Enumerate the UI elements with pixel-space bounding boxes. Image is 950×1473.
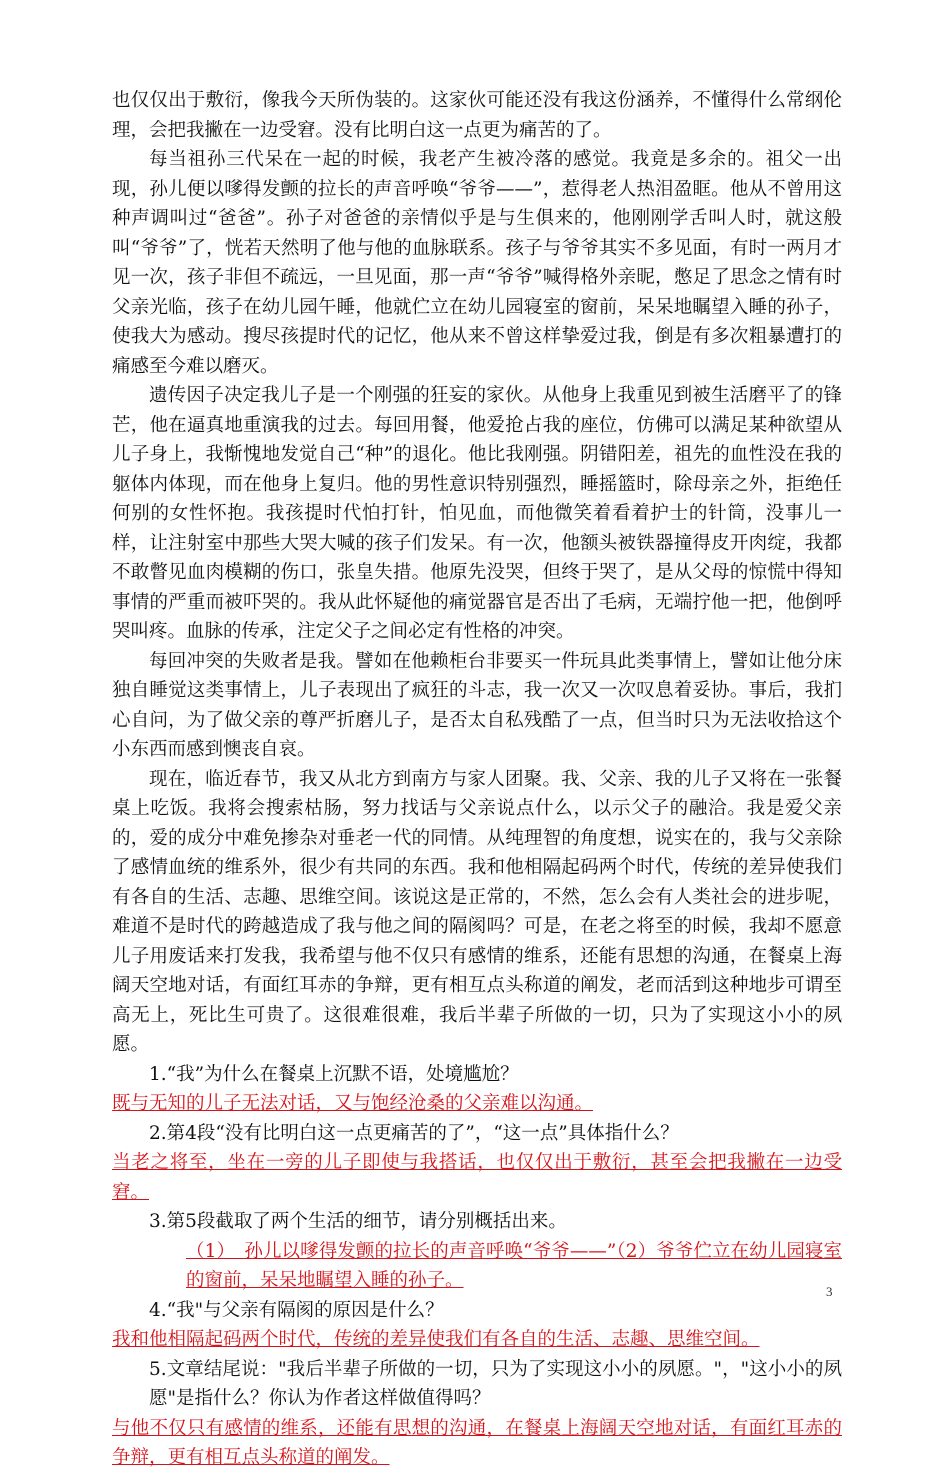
paragraph-3: 遗传因子决定我儿子是一个刚强的狂妄的家伙。从他身上我重见到被生活磨平了的锋芒，他在逼真地重演我的过去。每回用餐，他爱抢占我的座位，仿佛可以满足某种欲望从儿子身上，我惭愧地发觉自己“种”的退化。他比我刚强。阴错阳差，祖先的血性没在我的躯体内体现，而在他身上复归。他的男性意识特别强烈，睡摇篮时，除母亲之外，拒绝任何别的女性怀抱。我孩提时代怕打针，怕见血，而他微笑着看着护士的针筒，没事儿一样，让注射室中那些大哭大喊的孩子们发呆。有一次，他额头被铁器撞得皮开肉绽，我都不敢瞥见血肉模糊的伤口，张皇失措。他原先没哭，但终于哭了，是从父母的惊慌中得知事情的严重而被吓哭的。我从此怀疑他的痛觉器官是否出了毛病，无端拧他一把，他倒呼哭叫疼。血脉的传承，注定父子之间必定有性格的冲突。: [112, 385, 842, 642]
answer-1: 既与无知的儿子无法对话，又与饱经沧桑的父亲难以沟通。: [112, 1093, 594, 1114]
paragraph-5: 现在，临近春节，我又从北方到南方与家人团聚。我、父亲、我的儿子又将在一张餐桌上吃饭。我将会搜索枯肠，努力找话与父亲说点什么，以示父子的融洽。我是爱父亲的，爱的成分中难免掺杂对垂老一代的同情。从纯理智的角度想，说实在的，我与父亲除了感情血统的维系外，很少有共同的东西。我和他相隔起码两个时代，传统的差异使我们有各自的生活、志趣、思维空间。该说这是正常的，不然，怎么会有人类社会的进步呢，难道不是时代的跨越造成了我与他之间的隔阂吗？可是，在老之将至的时候，我却不愿意儿子用废话来打发我，我希望与他不仅只有感情的维系，还能有思想的沟通，在餐桌上海阔天空地对话，有面红耳赤的争辩，更有相互点头称道的阐发，老而活到这种地步可谓至高无上，死比生可贵了。这很难很难，我后半辈子所做的一切，只为了实现这小小的夙愿。: [112, 768, 842, 1055]
question-1: 1.“我”为什么在餐桌上沉默不语，处境尴尬？: [149, 1063, 519, 1085]
question-4: 4.“我"与父亲有隔阂的原因是什么？: [149, 1299, 444, 1321]
page-number: 3: [826, 1284, 833, 1299]
document-page: [112, 86, 842, 1473]
paragraph-2: 每当祖孙三代呆在一起的时候，我老产生被冷落的感觉。我竟是多余的。祖父一出现，孙儿便以嗲得发颤的拉长的声音呼唤“爷爷——”，惹得老人热泪盈眶。他从不曾用这种声调叫过“爸爸”。孙子对爸爸的亲情似乎是与生俱来的，他刚刚学舌叫人时，就这般叫“爷爷”了，恍若天然明了他与他的血脉联系。孩子与爷爷其实不多见面，有时一两月才见一次，孩子非但不疏远，一旦见面，那一声“爷爷”喊得格外亲昵，憋足了思念之情有时父亲光临，孩子在幼儿园午睡，他就伫立在幼儿园寝室的窗前，呆呆地瞩望入睡的孙子，使我大为感动。搜尽孩提时代的记忆，他从来不曾这样挚爱过我，倒是有多次粗暴遭打的痛感至今难以磨灭。: [112, 149, 842, 377]
answer-5: 与他不仅只有感情的维系，还能有思想的沟通，在餐桌上海阔天空地对话，有面红耳赤的争辩，更有相互点头称道的阐发。: [112, 1417, 842, 1468]
paragraph-4: 每回冲突的失败者是我。譬如在他赖柜台非要买一件玩具此类事情上，譬如让他分床独自睡觉这类事情上，儿子表现出了疯狂的斗志，我一次又一次叹息着妥协。事后，我扪心自问，为了做父亲的尊严折磨儿子，是否太自私残酷了一点，但当时只为无法收拾这个小东西而感到懊丧自哀。: [112, 650, 842, 760]
answer-2: 当老之将至，坐在一旁的儿子即使与我搭话，也仅仅出于敷衍，甚至会把我撇在一边受窘。: [112, 1152, 842, 1203]
answer-3: （1） 孙儿以嗲得发颤的拉长的声音呼唤“爷爷——”（2）爷爷伫立在幼儿园寝室的窗前，呆呆地瞩望入睡的孙子。: [186, 1240, 842, 1291]
question-5: 5.文章结尾说："我后半辈子所做的一切，只为了实现这小小的夙愿。"，"这小小的夙愿"是指什么？你认为作者这样做值得吗？: [149, 1358, 842, 1409]
question-3: 3.第5段截取了两个生活的细节，请分别概括出来。: [149, 1211, 567, 1232]
question-2: 2.第4段“没有比明白这一点更痛苦的了”，“这一点”具体指什么？: [149, 1122, 679, 1144]
answer-4: 我和他相隔起码两个时代，传统的差异使我们有各自的生活、志趣、思维空间。: [112, 1329, 760, 1350]
paragraph-1: 也仅仅出于敷衍，像我今天所伪装的。这家伙可能还没有我这份涵养，不懂得什么常纲伦理，会把我撇在一边受窘。没有比明白这一点更为痛苦的了。: [112, 90, 842, 141]
